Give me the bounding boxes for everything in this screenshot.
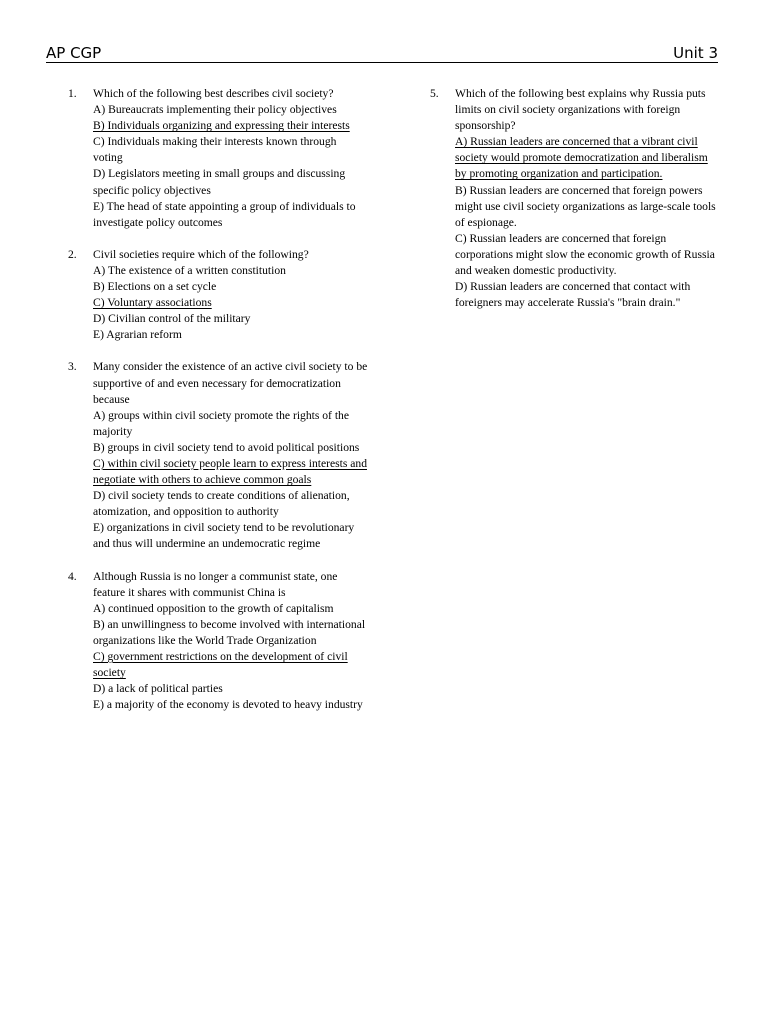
option-b: B) Elections on a set cycle <box>93 280 217 294</box>
option-d: D) Legislators meeting in small groups and discussing specific policy objectives <box>93 167 346 197</box>
course-title: AP CGP <box>46 44 102 62</box>
question-text: Which of the following best describes civil society? <box>93 87 334 100</box>
question-5 <box>430 86 722 311</box>
option-b: B) groups in civil society tend to avoid political positions <box>93 440 360 454</box>
option-d: D) Russian leaders are concerned that contact with foreigners may accelerate Russia's "brain drain." <box>455 280 691 310</box>
question-3 <box>68 359 368 552</box>
question-4 <box>68 569 368 714</box>
question-body <box>93 359 368 552</box>
question-2 <box>68 247 368 344</box>
question-text: Civil societies require which of the following? <box>93 247 309 261</box>
option-a: A) Bureaucrats implementing their policy objectives <box>93 103 337 117</box>
option-c-correct-answer: C) within civil society people learn to express interests and negotiate with others to achieve common goals <box>93 456 367 487</box>
option-a: A) continued opposition to the growth of capitalism <box>93 601 334 615</box>
question-number: 2. <box>68 247 77 261</box>
question-number: 3. <box>68 360 77 374</box>
page-header <box>46 44 718 63</box>
option-d: D) Civilian control of the military <box>93 312 251 326</box>
option-d: D) a lack of political parties <box>93 682 223 696</box>
question-body <box>455 86 722 311</box>
option-a: A) The existence of a written constitution <box>93 263 286 277</box>
question-number: 5. <box>430 87 439 100</box>
question-text: Although Russia is no longer a communist state, one feature it shares with communist China is <box>93 569 338 599</box>
option-a-correct-answer: A) Russian leaders are concerned that a vibrant civil society would promote democratization and liberalism by promoting organization and participation. <box>455 135 708 181</box>
option-c-correct-answer: C) Voluntary associations <box>93 296 212 310</box>
question-body <box>93 247 368 344</box>
option-d: D) civil society tends to create conditions of alienation, atomization, and opposition to authority <box>93 489 350 519</box>
option-b: B) Russian leaders are concerned that foreign powers might use civil society organizations as large-scale tools of espionage. <box>455 183 716 229</box>
question-number: 1. <box>68 87 77 100</box>
option-e: E) The head of state appointing a group of individuals to investigate policy outcomes <box>93 199 356 229</box>
option-c-correct-answer: C) government restrictions on the development of civil society <box>93 650 348 680</box>
option-c: C) Individuals making their interests known through voting <box>93 135 337 165</box>
question-text: Which of the following best explains why Russia puts limits on civil society organizations with foreign sponsorship? <box>455 87 706 133</box>
right-column <box>430 86 722 327</box>
option-a: A) groups within civil society promote the rights of the majority <box>93 408 349 438</box>
question-number: 4. <box>68 569 77 583</box>
left-column <box>68 86 368 729</box>
option-e: E) Agrarian reform <box>93 328 182 342</box>
option-e: E) organizations in civil society tend to be revolutionary and thus will undermine an undemocratic regime <box>93 521 355 551</box>
option-c: C) Russian leaders are concerned that foreign corporations might slow the economic growth of Russia and weaken domestic productivity. <box>455 231 715 278</box>
option-e: E) a majority of the economy is devoted to heavy industry <box>93 698 363 712</box>
question-1 <box>68 86 368 231</box>
question-body <box>93 569 368 714</box>
question-text: Many consider the existence of an active civil society to be supportive of and even necessary for democratization because <box>93 360 368 406</box>
unit-label: Unit 3 <box>673 44 718 62</box>
option-b-correct-answer: B) Individuals organizing and expressing their interests <box>93 119 350 133</box>
option-b: B) an unwillingness to become involved with international organizations like the World Trade Organization <box>93 617 366 647</box>
question-body <box>93 86 368 231</box>
